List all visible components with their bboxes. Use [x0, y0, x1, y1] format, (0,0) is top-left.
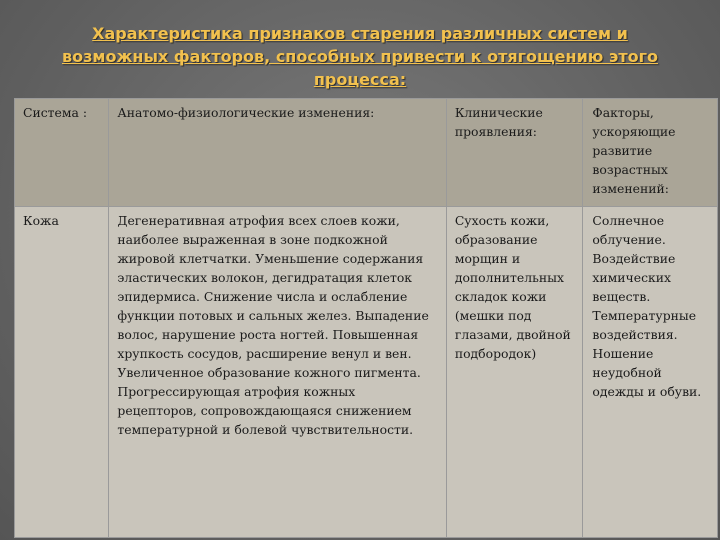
aging-characteristics-table [14, 98, 718, 538]
header-clinical-manifestations: Клинические проявления: [446, 99, 583, 207]
header-accelerating-factors: Факторы, ускоряющие развитие возрастных изменений: [583, 99, 718, 207]
header-anatomical-changes: Анатомо-физиологические изменения: [109, 99, 446, 207]
table-row [15, 207, 718, 538]
header-system: Система : [15, 99, 109, 207]
cell-accelerating-factors: Солнечное облучение. Воздействие химических веществ. Температурные воздействия. Ношение неудобной одежды и обуви. [583, 207, 718, 538]
cell-clinical-manifestations: Сухость кожи, образование морщин и дополнительных складок кожи (мешки под глазами, двойной подбородок) [446, 207, 583, 538]
cell-system: Кожа [15, 207, 109, 538]
slide-title: Характеристика признаков старения различных систем и возможных факторов, способных привести к отягощению этого процесса: [61, 24, 658, 89]
cell-anatomical-changes: Дегенеративная атрофия всех слоев кожи, наиболее выраженная в зоне подкожной жировой клетчатки. Уменьшение содержания эластических волокон, дегидратация клеток эпидермиса. Снижение числа и ослабление функции потовых и сальных желез. Выпадение волос, нарушение роста ногтей. Повышенная хрупкость сосудов, расширение венул и вен. Увеличенное образование кожного пигмента. Прогрессирующая атрофия кожных рецепторов, сопровождающаяся снижением температурной и болевой чувствительности. [109, 207, 446, 538]
table-header-row [15, 99, 718, 207]
